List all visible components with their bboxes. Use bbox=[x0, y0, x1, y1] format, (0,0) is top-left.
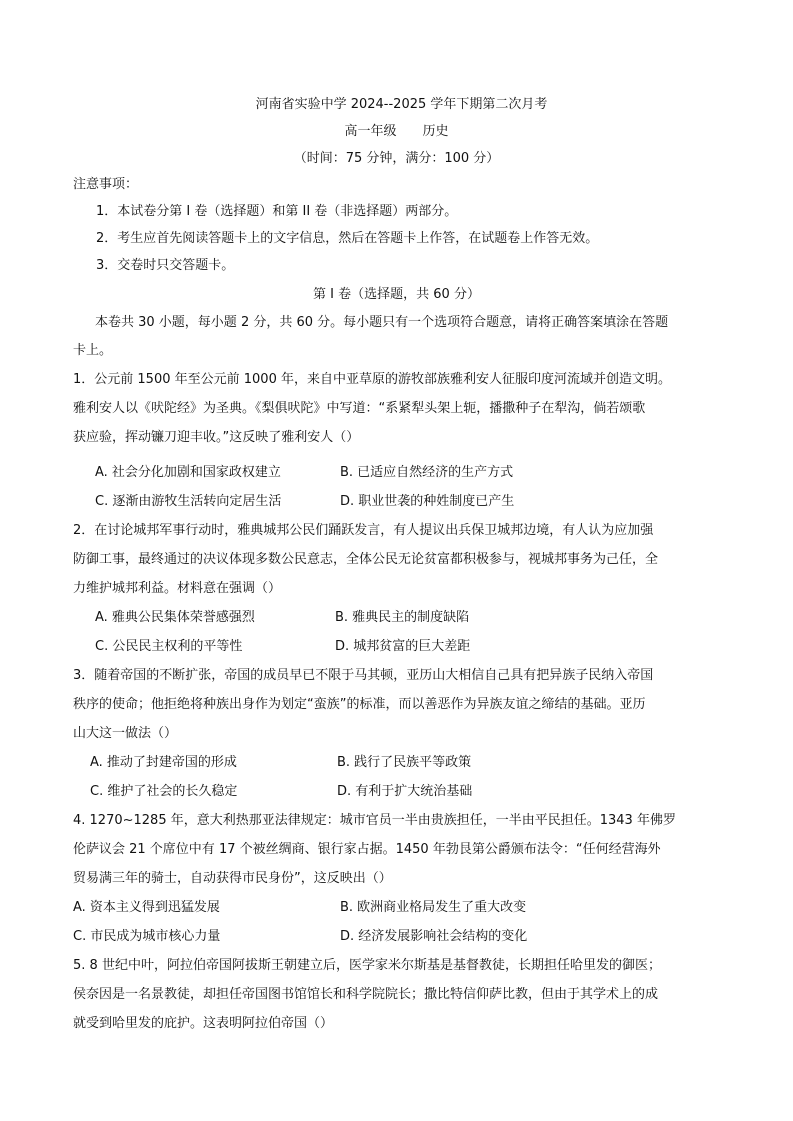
option-c: C. 逐渐由游牧生活转向定居生活 bbox=[95, 494, 282, 509]
question-stem-line: 4. 1270~1285 年，意大利热那亚法律规定：城市官员一半由贵族担任，一半由平民担任。1343 年佛罗 bbox=[73, 813, 676, 828]
option-a: A. 推动了封建帝国的形成 bbox=[90, 755, 237, 770]
question-stem-line: 3．随着帝国的不断扩张，帝国的成员早已不限于马其顿，亚历山大相信自己具有把异族子民纳入帝国 bbox=[73, 668, 654, 683]
option-c: C. 市民成为城市核心力量 bbox=[73, 929, 221, 944]
question-1 bbox=[73, 365, 713, 452]
question-stem-line: 力维护城邦利益。材料意在强调（） bbox=[73, 581, 282, 596]
question-stem-line: 贸易满三年的骑士，自动获得市民身份”，这反映出（） bbox=[73, 871, 392, 886]
question-stem-line: 侯奈因是一名景教徒，却担任帝国图书馆馆长和科学院院长；撒比特信仰萨比教，但由于其学术上的成 bbox=[73, 987, 659, 1002]
question-stem-line: 秩序的使命；他拒绝将种族出身作为划定“蛮族”的标准，而以善恶作为异族友谊之缔结的基础。亚历 bbox=[73, 697, 646, 712]
section-title: 第 I 卷（选择题，共 60 分） bbox=[313, 287, 480, 302]
option-d: D. 经济发展影响社会结构的变化 bbox=[340, 929, 528, 944]
question-stem-line: 1．公元前 1500 年至公元前 1000 年，来自中亚草原的游牧部族雅利安人征服印度河流域并创造文明。 bbox=[73, 372, 671, 387]
question-4 bbox=[73, 806, 713, 893]
question-stem-line: 2．在讨论城邦军事行动时，雅典城邦公民们踊跃发言，有人提议出兵保卫城邦边境，有人认为应加强 bbox=[73, 523, 654, 538]
intro-line: 本卷共 30 小题，每小题 2 分，共 60 分。每小题只有一个选项符合题意，请将正确答案填涂在答题 bbox=[95, 315, 669, 330]
question-stem-line: 防御工事，最终通过的决议体现多数公民意志，全体公民无论贫富都积极参与，视城邦事务为己任，全 bbox=[73, 552, 659, 567]
notice-item: 3．交卷时只交答题卡。 bbox=[96, 258, 235, 273]
question-1-options bbox=[95, 458, 655, 516]
option-d: D. 职业世袭的种姓制度已产生 bbox=[340, 494, 515, 509]
option-a: A. 雅典公民集体荣誉感强烈 bbox=[95, 610, 255, 625]
question-stem-line: 山大这一做法（） bbox=[73, 726, 178, 741]
section-intro bbox=[73, 309, 713, 365]
question-stem-line: 5. 8 世纪中叶，阿拉伯帝国阿拔斯王朝建立后，医学家米尔斯基是基督教徒，长期担任哈里发的御医； bbox=[73, 958, 661, 973]
option-c: C. 公民民主权利的平等性 bbox=[95, 639, 243, 654]
grade-subject: 高一年级 历史 bbox=[344, 124, 449, 139]
exam-title: 河南省实验中学 2024--2025 学年下期第二次月考 bbox=[255, 97, 548, 112]
question-stem-line: 获应验，挥动镰刀迎丰收。”这反映了雅利安人（） bbox=[73, 430, 360, 445]
question-4-options bbox=[73, 893, 633, 951]
question-stem-line: 伦萨议会 21 个席位中有 17 个被丝绸商、银行家占据。1450 年勃艮第公爵颁布法令：“任何经营海外 bbox=[73, 842, 661, 857]
question-3-options bbox=[90, 748, 650, 806]
option-b: B. 雅典民主的制度缺陷 bbox=[335, 610, 470, 625]
intro-line: 卡上。 bbox=[73, 343, 113, 358]
option-b: B. 欧洲商业格局发生了重大改变 bbox=[340, 900, 527, 915]
question-2 bbox=[73, 516, 713, 603]
option-b: B. 践行了民族平等政策 bbox=[337, 755, 472, 770]
option-d: D. 有利于扩大统治基础 bbox=[337, 784, 473, 799]
notice-heading: 注意事项： bbox=[73, 177, 139, 192]
question-stem-line: 雅利安人以《吠陀经》为圣典。《梨俱吠陀》中写道：“系紧犁头架上轭，播撒种子在犁沟，倘若颂歌 bbox=[73, 401, 646, 416]
option-a: A. 社会分化加剧和国家政权建立 bbox=[95, 465, 281, 480]
time-score: （时间：75 分钟，满分：100 分） bbox=[293, 151, 500, 166]
question-stem-line: 就受到哈里发的庇护。这表明阿拉伯帝国（） bbox=[73, 1016, 334, 1031]
option-d: D. 城邦贫富的巨大差距 bbox=[335, 639, 471, 654]
question-2-options bbox=[95, 603, 655, 661]
option-b: B. 已适应自然经济的生产方式 bbox=[340, 465, 514, 480]
question-3 bbox=[73, 661, 713, 748]
notice-item: 1．本试卷分第 I 卷（选择题）和第 II 卷（非选择题）两部分。 bbox=[96, 204, 458, 219]
option-c: C. 维护了社会的长久稳定 bbox=[90, 784, 238, 799]
notice-item: 2．考生应首先阅读答题卡上的文字信息，然后在答题卡上作答，在试题卷上作答无效。 bbox=[96, 231, 599, 246]
option-a: A. 资本主义得到迅猛发展 bbox=[73, 900, 220, 915]
question-5 bbox=[73, 951, 713, 1038]
